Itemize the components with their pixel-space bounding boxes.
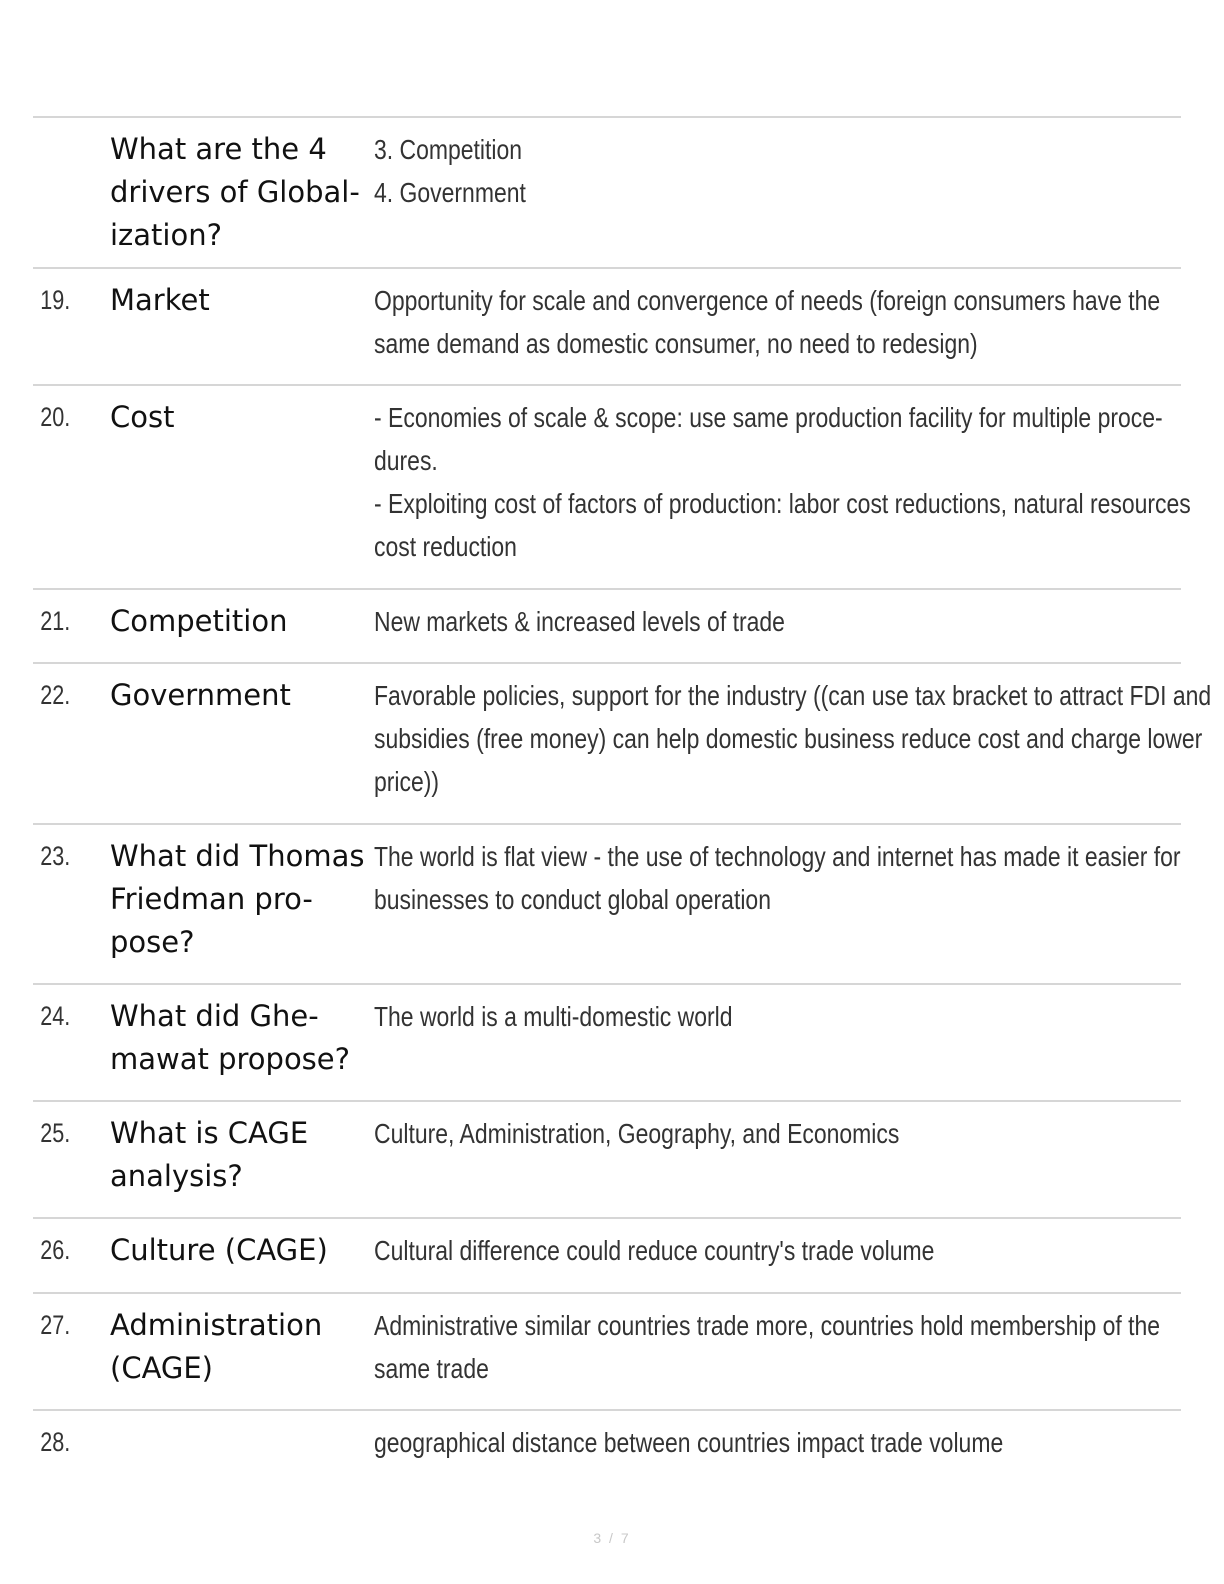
definition-line: The world is flat view - the use of technology and internet has made it easier for xyxy=(374,841,1181,872)
table-row xyxy=(33,588,1181,662)
term-line: Market xyxy=(110,283,210,317)
term-line: What did Ghe- xyxy=(110,999,319,1033)
term-line: Cost xyxy=(110,400,175,434)
row-number: 25. xyxy=(40,1118,71,1148)
row-term xyxy=(110,1102,374,1217)
term-line: Competition xyxy=(110,604,288,638)
term-line: What did Thomas xyxy=(110,839,365,873)
row-term xyxy=(110,1411,374,1489)
term-line: ization? xyxy=(110,218,222,252)
row-definition xyxy=(374,1411,1181,1489)
row-number: 23. xyxy=(40,841,71,871)
term-line: What are the 4 xyxy=(110,132,327,166)
row-number: 27. xyxy=(40,1310,71,1340)
row-definition xyxy=(374,664,1224,823)
row-number: 22. xyxy=(40,680,71,710)
row-definition xyxy=(374,118,1181,267)
row-definition xyxy=(374,1219,1181,1292)
row-number xyxy=(33,118,95,267)
table-row xyxy=(33,1292,1181,1409)
term-line: Culture (CAGE) xyxy=(110,1233,328,1267)
definition-line: businesses to conduct global operation xyxy=(374,884,771,915)
definition-line: subsidies (free money) can help domestic business reduce cost and charge lower xyxy=(374,723,1203,754)
row-term xyxy=(110,118,374,267)
table-row xyxy=(33,1409,1181,1489)
term-line: analysis? xyxy=(110,1159,243,1193)
term-line: drivers of Global- xyxy=(110,175,360,209)
row-term xyxy=(110,269,374,384)
definition-line: Opportunity for scale and convergence of needs (foreign consumers have the xyxy=(374,285,1161,316)
row-number: 20. xyxy=(40,402,71,432)
definition-line: geographical distance between countries impact trade volume xyxy=(374,1427,1004,1458)
row-term xyxy=(110,664,374,823)
row-term xyxy=(110,1294,374,1409)
definition-line: - Economies of scale & scope: use same production facility for multiple proce- xyxy=(374,402,1163,433)
table-row xyxy=(33,267,1181,384)
term-line: (CAGE) xyxy=(110,1351,214,1385)
term-line: Friedman pro- xyxy=(110,882,313,916)
definition-line: dures. xyxy=(374,445,438,476)
flashcard-table xyxy=(33,116,1212,1489)
row-number: 21. xyxy=(40,606,71,636)
term-line: Administration xyxy=(110,1308,323,1342)
row-definition xyxy=(374,386,1224,588)
row-definition xyxy=(374,590,1181,662)
definition-line: Culture, Administration, Geography, and Economics xyxy=(374,1118,900,1149)
definition-line: 3. Competition xyxy=(374,134,523,165)
row-number: 19. xyxy=(40,285,71,315)
definition-line: price)) xyxy=(374,766,440,797)
term-line: What is CAGE xyxy=(110,1116,309,1150)
definition-line: 4. Government xyxy=(374,177,526,208)
table-row xyxy=(33,1217,1181,1292)
table-row xyxy=(33,823,1181,983)
row-term xyxy=(110,985,374,1100)
page-number: 3 / 7 xyxy=(593,1530,631,1546)
row-definition xyxy=(374,985,1181,1100)
table-row xyxy=(33,116,1181,267)
definition-line: The world is a multi-domestic world xyxy=(374,1001,733,1032)
term-line: pose? xyxy=(110,925,195,959)
term-line: Government xyxy=(110,678,291,712)
definition-line: Administrative similar countries trade more, countries hold membership of the xyxy=(374,1310,1161,1341)
row-number: 24. xyxy=(40,1001,71,1031)
definition-line: Cultural difference could reduce country's trade volume xyxy=(374,1235,935,1266)
definition-line: Favorable policies, support for the industry ((can use tax bracket to attract FDI and xyxy=(374,680,1212,711)
row-number: 26. xyxy=(40,1235,71,1265)
table-row xyxy=(33,1100,1181,1217)
definition-line: New markets & increased levels of trade xyxy=(374,606,785,637)
table-row xyxy=(33,662,1212,823)
term-line: mawat propose? xyxy=(110,1042,351,1076)
row-definition xyxy=(374,1294,1224,1409)
row-number: 28. xyxy=(40,1427,71,1457)
definition-line: same demand as domestic consumer, no need to redesign) xyxy=(374,328,978,359)
definition-line: cost reduction xyxy=(374,531,517,562)
row-definition xyxy=(374,1102,1181,1217)
row-definition xyxy=(374,825,1224,983)
definition-line: - Exploiting cost of factors of production: labor cost reductions, natural resources xyxy=(374,488,1191,519)
row-definition xyxy=(374,269,1224,384)
row-term xyxy=(110,590,374,662)
definition-line: same trade xyxy=(374,1353,489,1384)
row-term xyxy=(110,386,374,588)
row-term xyxy=(110,825,374,983)
row-term xyxy=(110,1219,374,1292)
table-row xyxy=(33,384,1191,588)
table-row xyxy=(33,983,1181,1100)
